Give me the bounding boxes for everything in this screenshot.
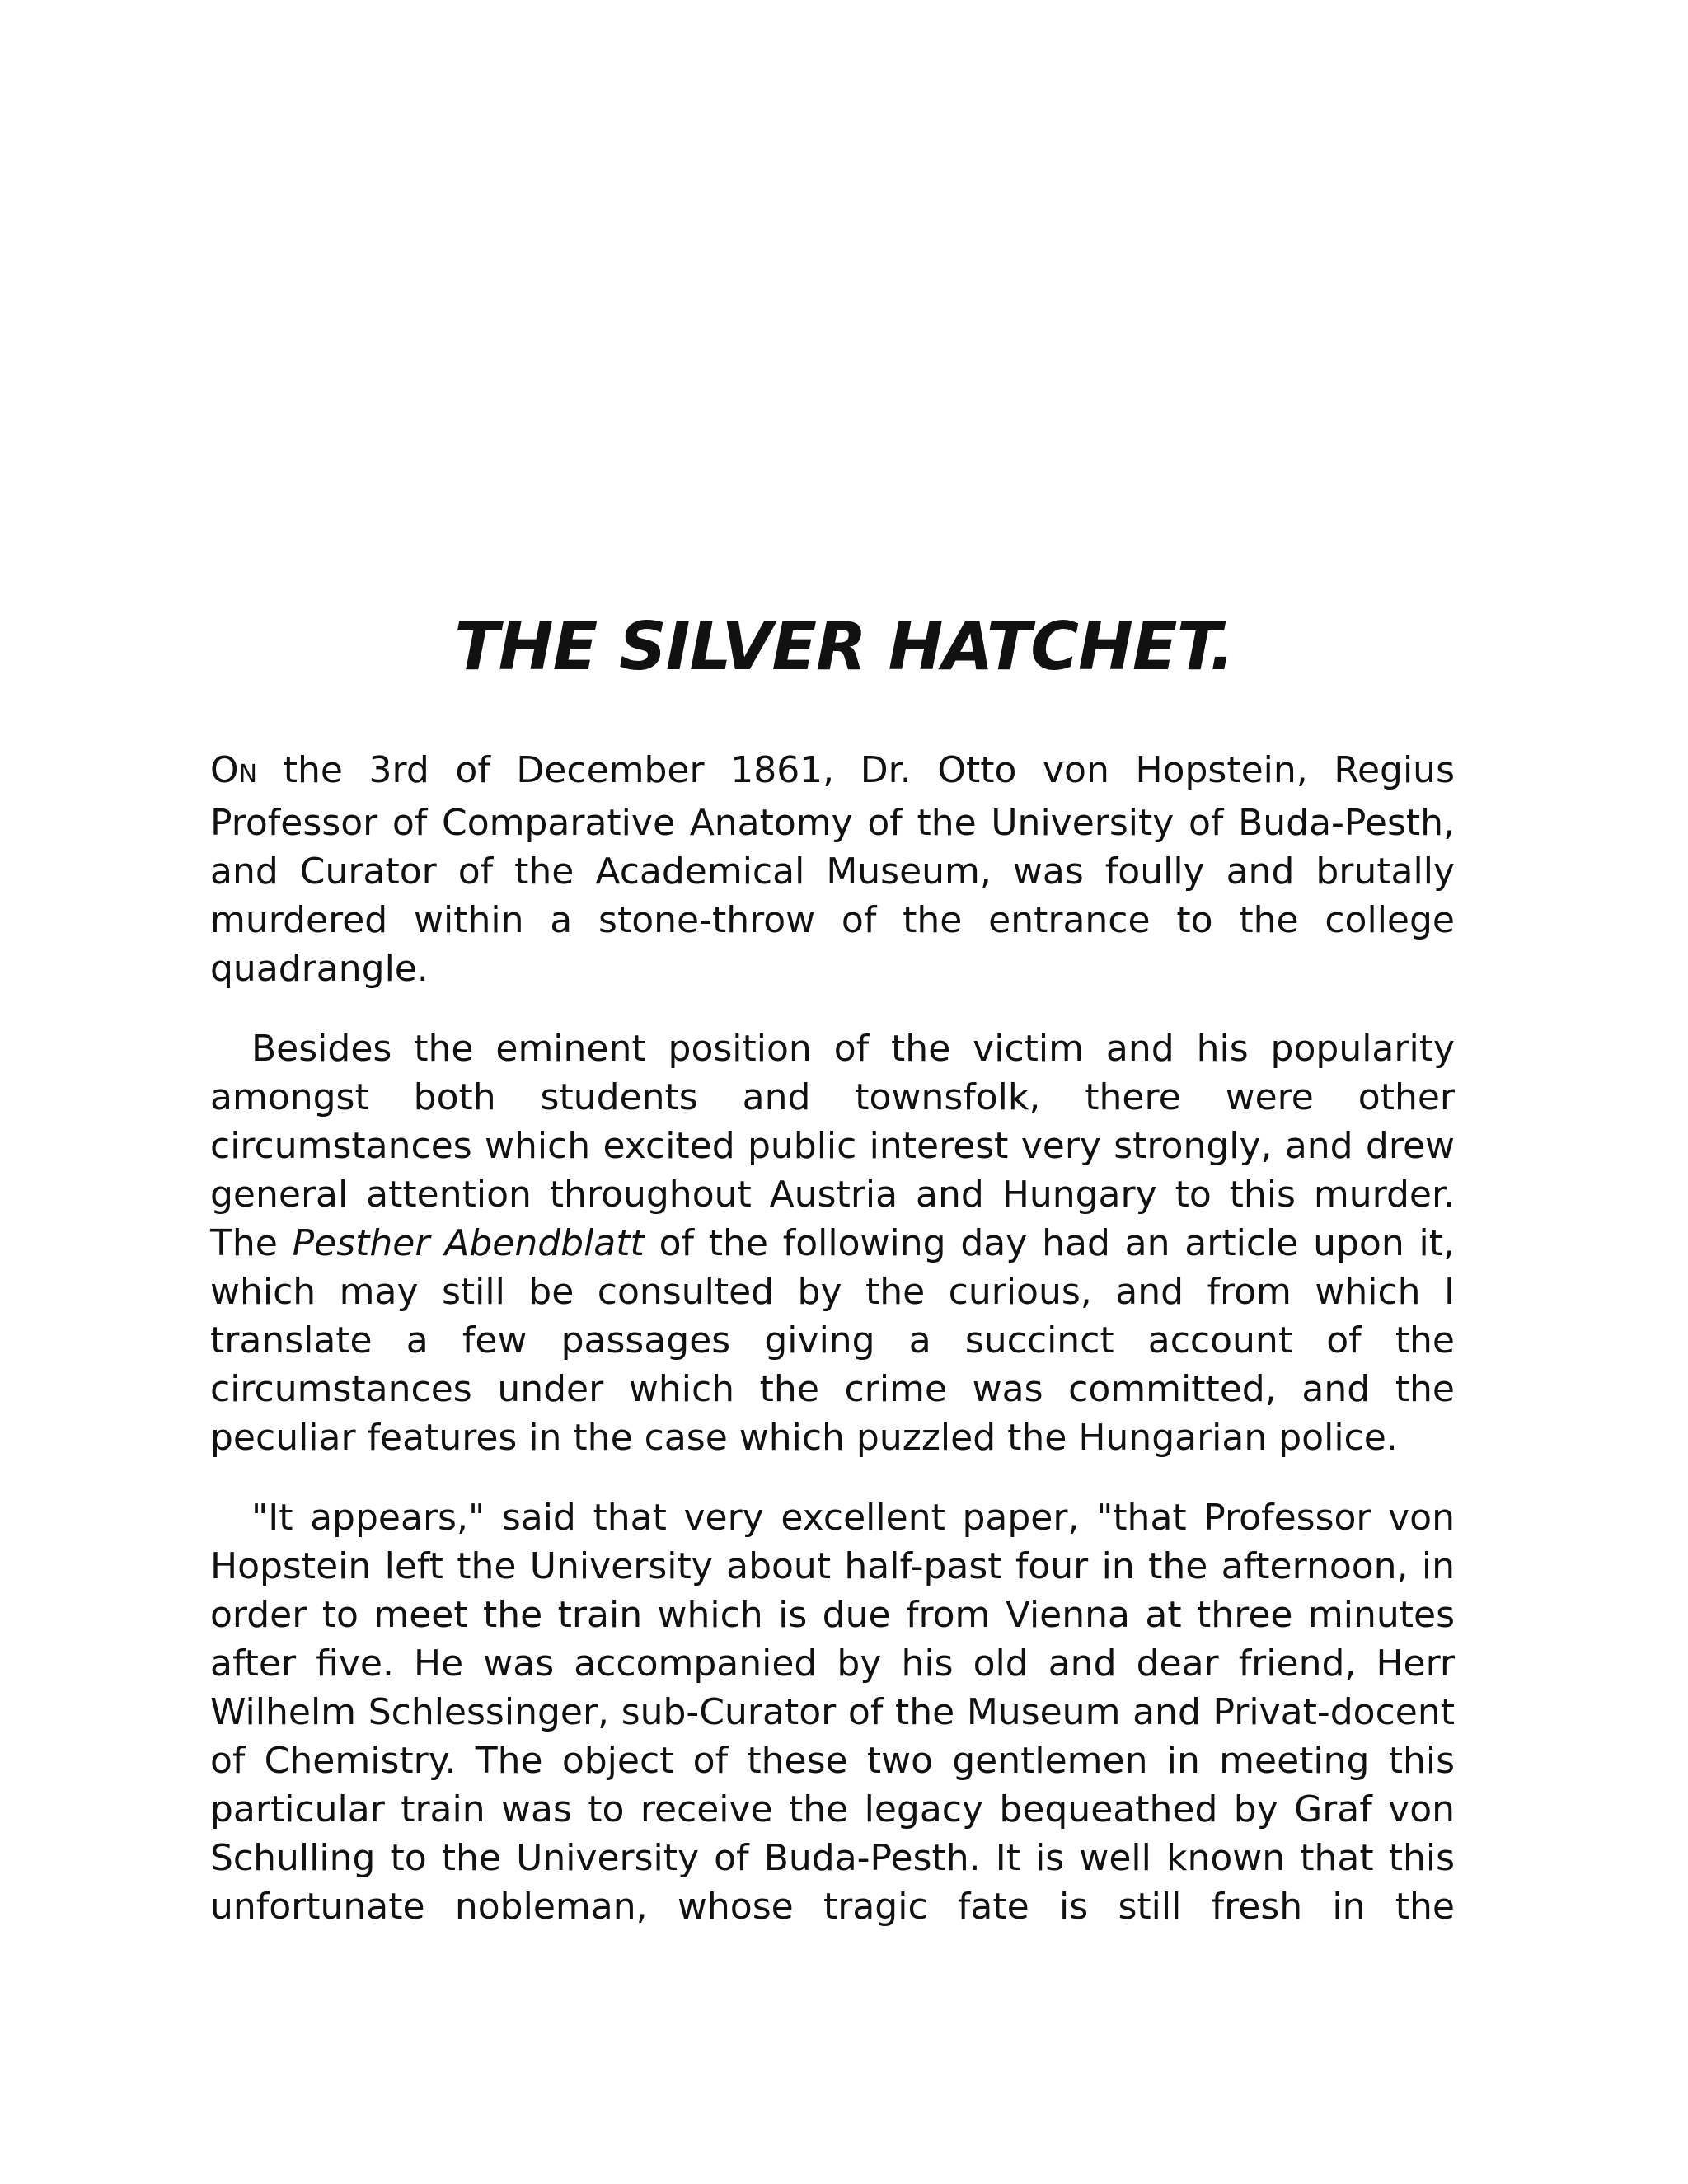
chapter-body: [210, 746, 1455, 1962]
paragraph-1: [210, 746, 1455, 993]
newspaper-title: Pesther Abendblatt: [292, 1222, 645, 1264]
paragraph-3: [210, 1493, 1455, 1931]
drop-cap: O: [210, 749, 239, 791]
paragraph-2: [210, 1024, 1455, 1462]
paragraph-3-text: "It appears," said that very excellent paper, "that Professor von Hopstein left the University about half-past four in the afternoon, in order to meet the train which is due from Vienna at three minutes after five. He was accompanied by his old and dear friend, Herr Wilhelm Schlessinger, sub-Curator of the Museum and Privat-docent of Chemistry. The object of these two gentlemen in meeting this particular train was to receive the legacy bequeathed by Graf von Schulling to the University of Buda-Pesth. It is well known that this unfortunate nobleman, whose tragic fate is still fresh in the: [210, 1497, 1455, 1928]
small-cap: N: [238, 760, 258, 789]
chapter-title: THE SILVER HATCHET.: [454, 608, 1234, 685]
paragraph-2-text-after: of the following day had an article upon it, which may still be consulted by the curious, and from which I translate a few passages giving a succinct account of the circumstances under which the crime was committed, and the peculiar features in the case which puzzled the Hungarian police.: [210, 1222, 1455, 1459]
paragraph-2-text-before: Besides the eminent position of the victim and his popularity amongst both students and townsfolk, there were other circumstances which excited public interest very strongly, and drew general attention throughout Austria and Hungary to this murder. The: [210, 1028, 1455, 1264]
paragraph-1-text: the 3rd of December 1861, Dr. Otto von Hopstein, Regius Professor of Comparative Anatomy of the University of Buda-Pesth, and Curator of the Academical Museum, was foully and brutally murdered within a stone-throw of the entrance to the college quadrangle.: [210, 749, 1455, 990]
